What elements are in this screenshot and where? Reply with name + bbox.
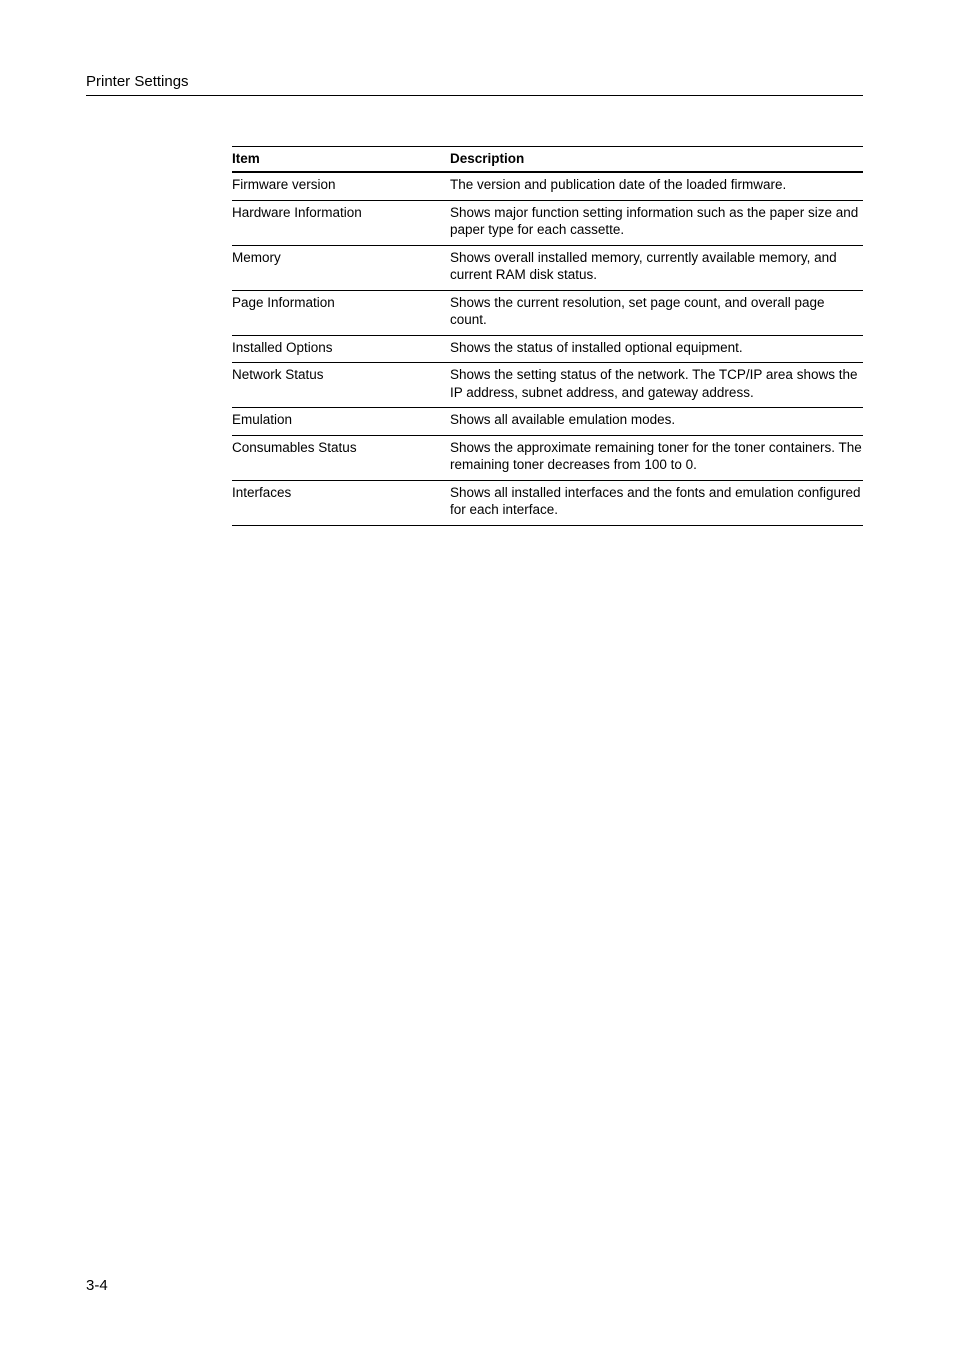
- row-item: Network Status: [232, 367, 324, 382]
- table-row: [232, 480, 863, 525]
- table-header-row: [232, 147, 863, 173]
- header-title: Printer Settings: [86, 73, 189, 90]
- row-description: Shows the current resolution, set page count, and overall page count.: [450, 294, 825, 327]
- page-number: 3-4: [86, 1277, 108, 1294]
- row-item: Interfaces: [232, 484, 292, 500]
- row-description: Shows the approximate remaining toner for the toner containers. The remaining toner decreases from 100 to 0.: [450, 439, 862, 472]
- row-description: Shows major function setting information such as the paper size and paper type for each cassette.: [450, 204, 859, 237]
- row-item: Installed Options: [232, 339, 333, 355]
- column-header-description: Description: [450, 151, 525, 167]
- table-row: [232, 435, 863, 480]
- table-row: [232, 290, 863, 335]
- table-row: [232, 335, 863, 363]
- row-description: Shows the status of installed optional equipment.: [450, 339, 743, 355]
- table-row: [232, 408, 863, 436]
- row-description: Shows the setting status of the network. The TCP/IP area shows the IP address, subnet address, and gateway address.: [450, 367, 858, 400]
- table-row: [232, 200, 863, 245]
- row-item: Memory: [232, 249, 281, 265]
- row-description: The version and publication date of the loaded firmware.: [450, 177, 787, 192]
- table-row: [232, 363, 863, 408]
- row-item: Emulation: [232, 412, 293, 427]
- column-header-item: Item: [232, 151, 260, 167]
- row-description: Shows overall installed memory, currently available memory, and current RAM disk status.: [450, 249, 837, 282]
- printer-settings-table: [232, 146, 863, 526]
- row-description: Shows all available emulation modes.: [450, 412, 676, 427]
- row-item: Firmware version: [232, 177, 336, 192]
- row-description: Shows all installed interfaces and the fonts and emulation configured for each interface.: [450, 484, 861, 517]
- running-header: [86, 73, 863, 96]
- row-item: Hardware Information: [232, 204, 362, 220]
- table-row: [232, 172, 863, 200]
- row-item: Consumables Status: [232, 439, 357, 455]
- row-item: Page Information: [232, 294, 335, 310]
- table-row: [232, 245, 863, 290]
